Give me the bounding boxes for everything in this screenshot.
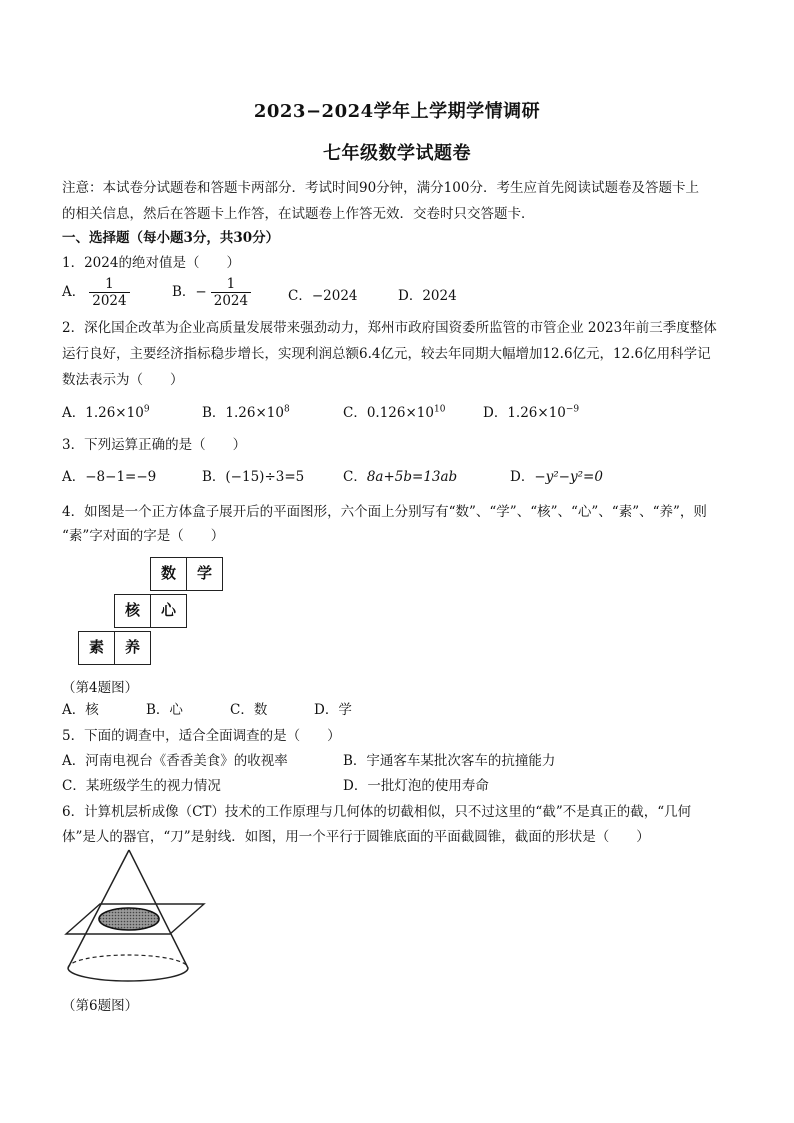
q3-stem: 3．下列运算正确的是（ ） xyxy=(62,437,247,453)
q1-a-denominator: 2024 xyxy=(92,293,127,309)
net-cell-shu: 数 xyxy=(150,557,187,591)
q2-c-exponent: 10 xyxy=(433,404,446,415)
q2-a-exponent: 9 xyxy=(143,404,150,415)
q1-option-b xyxy=(172,276,251,309)
q5-option-a: A．河南电视台《香香美食》的收视率 xyxy=(62,753,288,769)
q2-option-a xyxy=(62,401,150,421)
q1-stem: 1．2024的绝对值是（ ） xyxy=(62,255,240,271)
cone-base-back xyxy=(68,955,188,968)
q3-c-label: C． xyxy=(343,469,367,485)
q3-options xyxy=(62,465,734,489)
q3-c-expression: 8a+5b=13ab xyxy=(366,469,458,485)
q1-option-a-label: A． xyxy=(62,284,86,300)
net-cell-su: 素 xyxy=(78,631,115,665)
q4-option-a: A．核 xyxy=(62,702,99,718)
q2-option-b xyxy=(202,401,290,421)
page-title: 2023−2024学年上学期学情调研 xyxy=(253,101,541,122)
q3-option-d xyxy=(510,465,603,485)
cross-section-ellipse xyxy=(99,908,159,930)
q1-options xyxy=(62,274,734,310)
q6-line-1: 6．计算机层析成像（CT）技术的工作原理与几何体的切截相似，只不过这里的“截”不是真正的截，“几何 xyxy=(62,804,692,820)
q2-options xyxy=(62,401,734,425)
net-cell-xin: 心 xyxy=(150,594,187,628)
q4-option-b: B．心 xyxy=(146,702,183,718)
q1-b-numerator: 1 xyxy=(211,276,251,293)
q2-line-1: 2．深化国企改革为企业高质量发展带来强劲动力，郑州市政府国资委所监管的市管企业 2023年前三季度整体 xyxy=(62,320,717,336)
q1-option-c: C．−2024 xyxy=(288,288,358,304)
q4-option-c: C．数 xyxy=(230,702,268,718)
q1-a-numerator: 1 xyxy=(89,276,129,293)
q3-d-label: D． xyxy=(510,469,535,485)
q4-line-1: 4．如图是一个正方体盒子展开后的平面图形，六个面上分别写有“数”、“学”、“核”、“心”、“素”、“养”，则 xyxy=(62,504,707,520)
q1-option-d: D．2024 xyxy=(398,288,457,304)
q5-option-b: B．宇通客车某批次客车的抗撞能力 xyxy=(343,753,556,769)
notice-line-2: 的相关信息，然后在答题卡上作答，在试题卷上作答无效．交卷时只交答题卡． xyxy=(62,206,535,222)
page-subtitle: 七年级数学试题卷 xyxy=(323,143,471,164)
q2-b-base: B．1.26×10 xyxy=(202,405,284,421)
q1-option-a-fraction xyxy=(89,276,129,309)
q5-option-c: C．某班级学生的视力情况 xyxy=(62,778,221,794)
q1-option-b-label: B．− xyxy=(172,284,207,300)
q3-d-expression: −y²−y²=0 xyxy=(534,469,603,485)
section-heading: 一、选择题（每小题3分，共30分） xyxy=(62,230,280,246)
q4-option-d: D．学 xyxy=(314,702,352,718)
q2-b-exponent: 8 xyxy=(283,404,290,415)
q2-option-d xyxy=(483,401,579,421)
notice-line-1: 注意：本试卷分试题卷和答题卡两部分．考试时间90分钟，满分100分．考生应首先阅读试题卷及答题卡上 xyxy=(62,180,699,196)
q5-stem: 5．下面的调查中，适合全面调查的是（ ） xyxy=(62,728,341,744)
q4-figure-caption: （第4题图） xyxy=(62,680,139,696)
q1-option-a xyxy=(62,276,130,309)
q2-line-3: 数法表示为（ ） xyxy=(62,372,184,388)
q2-d-exponent: −9 xyxy=(565,404,580,415)
q1-option-b-fraction xyxy=(211,276,251,309)
net-cell-he: 核 xyxy=(114,594,151,628)
q2-a-base: A．1.26×10 xyxy=(62,405,144,421)
net-cell-xue: 学 xyxy=(186,557,223,591)
q6-line-2: 体”是人的器官，“刀”是射线．如图，用一个平行于圆锥底面的平面截圆锥，截面的形状是（ ） xyxy=(62,829,650,845)
q1-b-denominator: 2024 xyxy=(213,293,249,309)
q5-options-row-1 xyxy=(62,749,734,773)
q5-options-row-2 xyxy=(62,774,734,798)
q5-option-d: D．一批灯泡的使用寿命 xyxy=(343,778,489,794)
q2-d-base: D．1.26×10 xyxy=(483,405,566,421)
cone-section-figure xyxy=(60,848,210,986)
q3-option-b: B．(−15)÷3=5 xyxy=(202,469,305,485)
q4-options xyxy=(62,698,734,722)
q4-line-2: “素”字对面的字是（ ） xyxy=(62,528,225,544)
q2-option-c xyxy=(343,401,445,421)
q6-figure-caption: （第6题图） xyxy=(62,998,139,1014)
net-cell-yang: 养 xyxy=(114,631,151,665)
cone-base-front xyxy=(68,968,188,981)
q2-c-base: C．0.126×10 xyxy=(343,405,434,421)
q3-option-c xyxy=(343,465,457,485)
q2-line-2: 运行良好，主要经济指标稳步增长，实现利润总额6.4亿元，较去年同期大幅增加12.6亿元，12.6亿用科学记 xyxy=(62,346,711,362)
q3-option-a: A．−8−1=−9 xyxy=(62,469,157,485)
